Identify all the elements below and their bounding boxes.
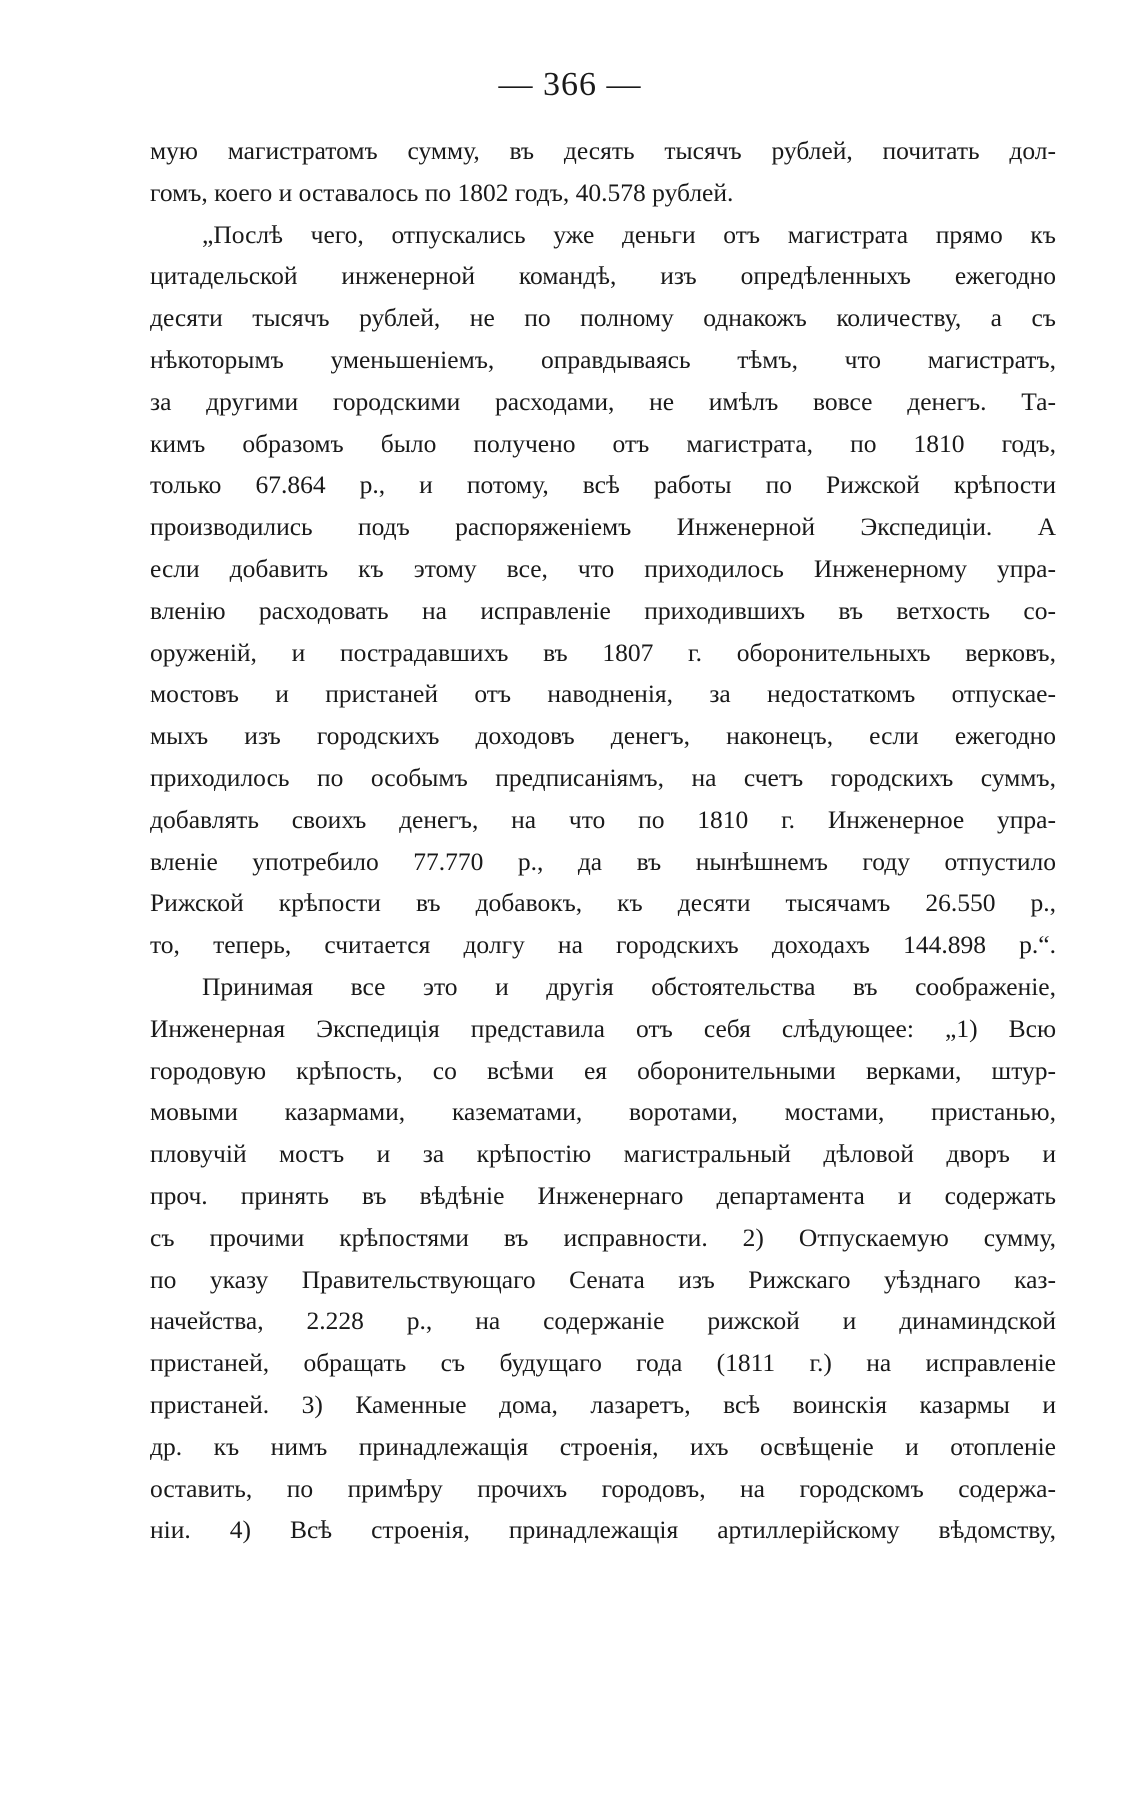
text-line: Принимая все это и другія обстоятельства въ соображеніе, [202,971,1056,1001]
text-line: Рижской крѣпости въ добавокъ, къ десяти тысячамъ 26.550 р., [150,888,1056,918]
text-line: по указу Правительствующаго Сената изъ Рижскаго уѣзднаго каз- [150,1264,1056,1294]
text-line: пристаней. 3) Каменные дома, лазаретъ, всѣ воинскія казармы и [150,1389,1056,1419]
text-line: вленію расходовать на исправленіе приходившихъ въ ветхость со- [150,595,1056,625]
text-line: пловучій мостъ и за крѣпостію магистральный дѣловой дворъ и [150,1139,1056,1169]
text-line: оруженій, и пострадавшихъ въ 1807 г. оборонительныхъ верковъ, [150,637,1056,667]
text-line: вленіе употребило 77.770 р., да въ нынѣшнемъ году отпустило [150,846,1056,876]
text-line: приходилось по особымъ предписаніямъ, на счетъ городскихъ суммъ, [150,762,1056,792]
text-line: кимъ образомъ было получено отъ магистрата, по 1810 годъ, [150,428,1056,458]
text-line: городовую крѣпость, со всѣми ея оборонительными верками, штур- [150,1055,1056,1085]
text-line: пристаней, обращать съ будущаго года (1811 г.) на исправленіе [150,1348,1056,1378]
text-line: нѣкоторымъ уменьшеніемъ, оправдываясь тѣмъ, что магистратъ, [150,344,1056,374]
text-line: Инженерная Экспедиція представила отъ себя слѣдующее: „1) Всю [150,1013,1056,1043]
text-line: мыхъ изъ городскихъ доходовъ денегъ, наконецъ, если ежегодно [150,721,1056,751]
text-line: ніи. 4) Всѣ строенія, принадлежащія артиллерійскому вѣдомству, [150,1515,1056,1545]
page-number: — 366 — [498,66,642,103]
text-line: гомъ, коего и оставалось по 1802 годъ, 40.578 рублей. [150,177,734,207]
text-line: производились подъ распоряженіемъ Инженерной Экспедиціи. А [150,512,1056,542]
text-line: если добавить къ этому все, что приходилось Инженерному упра- [150,553,1056,583]
text-line: за другими городскими расходами, не имѣлъ вовсе денегъ. Та- [150,386,1056,416]
text-line: мую магистратомъ сумму, въ десять тысячъ рублей, почитать дол- [150,136,1056,165]
text-line: только 67.864 р., и потому, всѣ работы по Рижской крѣпости [150,470,1056,500]
text-line: проч. принять въ вѣдѣніе Инженернаго департамента и содержать [150,1180,1056,1210]
text-line: оставить, по примѣру прочихъ городовъ, на городскомъ содержа- [150,1473,1056,1503]
text-line: добавлять своихъ денегъ, на что по 1810 г. Инженерное упра- [150,804,1056,834]
text-line: мостовъ и пристаней отъ наводненія, за недостаткомъ отпускае- [150,679,1056,709]
text-line: мовыми казармами, казематами, воротами, мостами, пристанью, [150,1097,1056,1127]
text-line: „Послѣ чего, отпускались уже деньги отъ магистрата прямо къ [202,219,1056,249]
text-line: съ прочими крѣпостями въ исправности. 2) Отпускаемую сумму, [150,1222,1056,1252]
text-line: др. къ нимъ принадлежащія строенія, ихъ освѣщеніе и отопленіе [150,1431,1056,1461]
body-text [150,130,1056,1551]
text-line: цитадельской инженерной командѣ, изъ опредѣленныхъ ежегодно [150,261,1056,291]
text-line: то, теперь, считается долгу на городскихъ доходахъ 144.898 р.“. [150,930,1056,960]
text-line: начейства, 2.228 р., на содержаніе рижской и динаминдской [150,1306,1056,1336]
text-line: десяти тысячъ рублей, не по полному однакожъ количеству, а съ [150,303,1056,333]
